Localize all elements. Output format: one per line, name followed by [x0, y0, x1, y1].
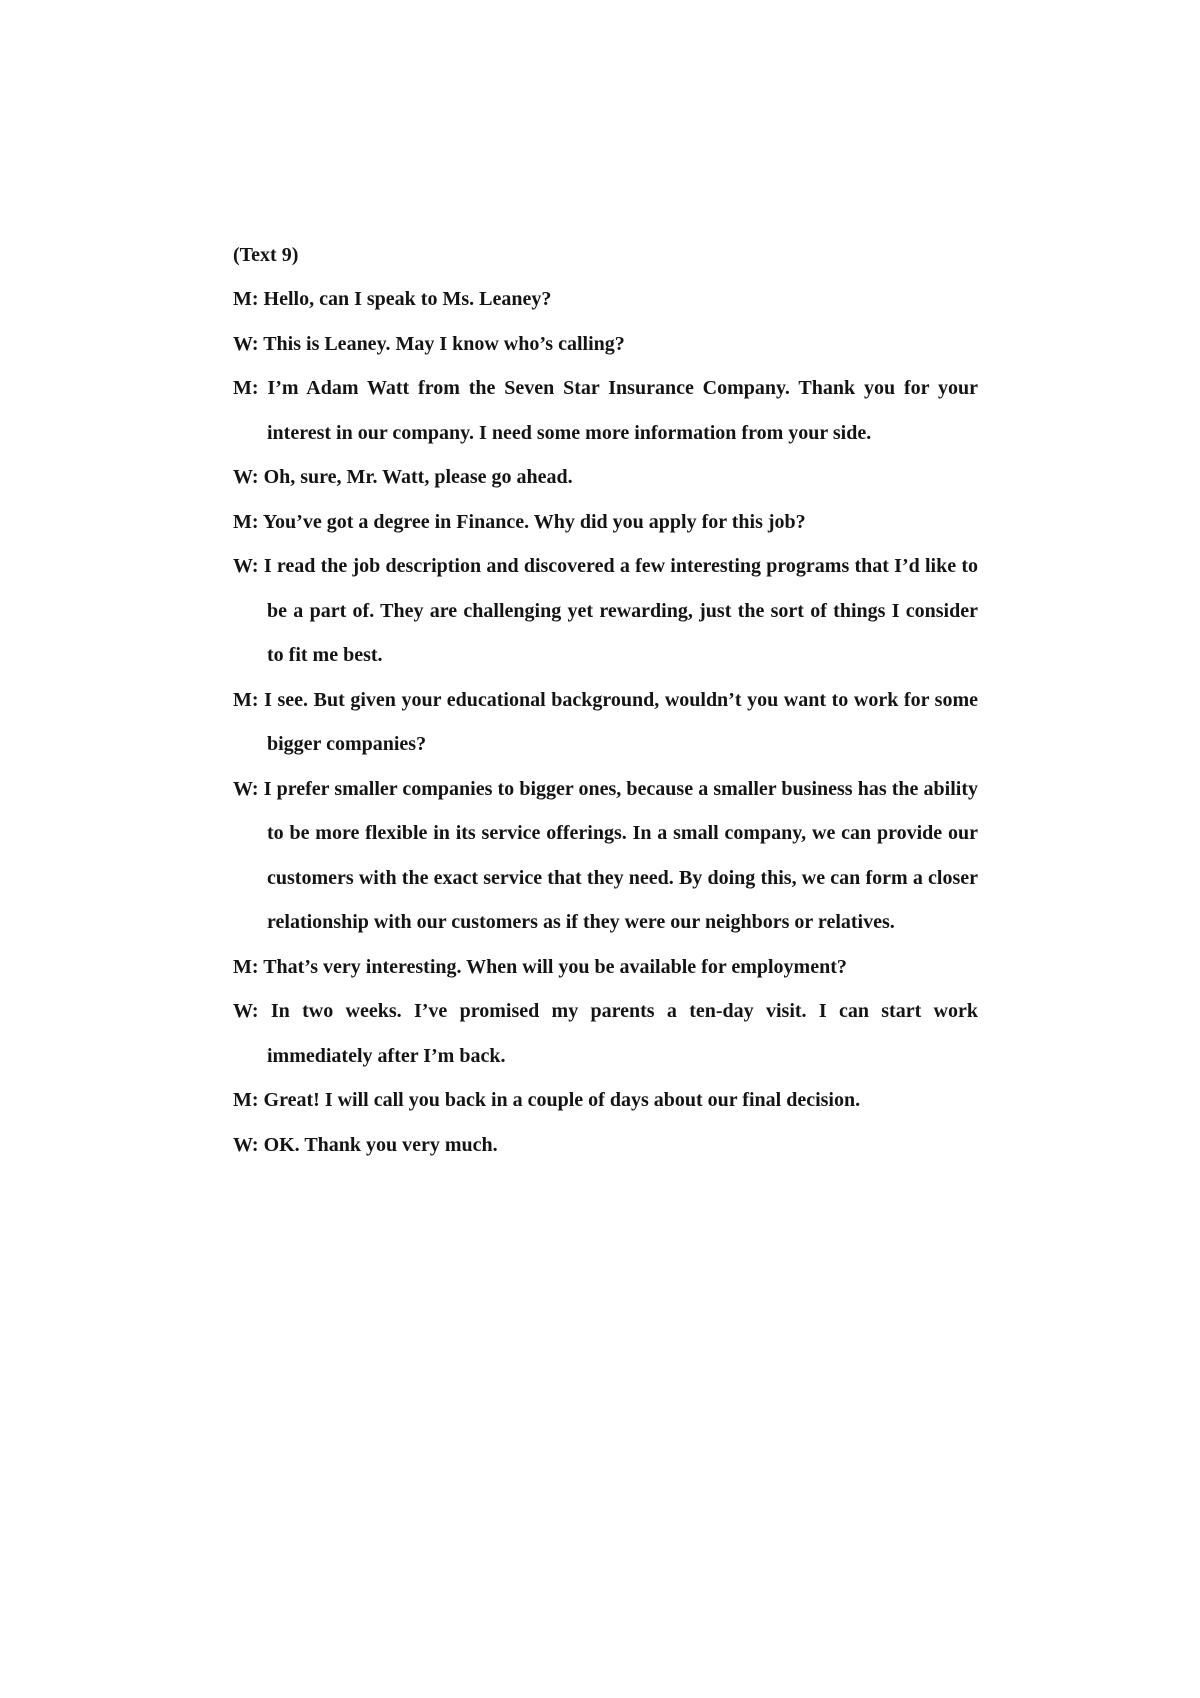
speech-text: Oh, sure, Mr. Watt, please go ahead. [263, 466, 573, 488]
speaker-label: W: [233, 555, 259, 577]
speaker-label: W: [233, 777, 259, 800]
dialogue-line [233, 678, 978, 767]
speaker-label: M: [233, 510, 259, 533]
speech-text: OK. Thank you very much. [263, 1133, 498, 1156]
speech-text: That’s very interesting. When will you be available for employment? [263, 955, 847, 978]
dialogue-line [233, 544, 978, 678]
dialogue-line [233, 767, 978, 945]
speaker-label: M: [233, 377, 259, 399]
speaker-label: W: [233, 1000, 259, 1022]
dialogue-transcript [233, 233, 978, 1167]
speech-text: This is Leaney. May I know who’s calling? [263, 332, 625, 355]
dialogue-line [233, 500, 978, 545]
speaker-label: M: [233, 955, 259, 978]
speech-text: I’m Adam Watt from the Seven Star Insurance Company. Thank you for your interest in our company. I need some more information from your side. [267, 377, 978, 444]
dialogue-line [233, 1123, 978, 1168]
speech-text: In two weeks. I’ve promised my parents a ten-day visit. I can start work immediately after I’m back. [267, 1000, 979, 1067]
dialogue-line [233, 1078, 978, 1123]
speech-text: You’ve got a degree in Finance. Why did you apply for this job? [262, 510, 806, 533]
dialogue-line [233, 989, 978, 1078]
speaker-label: M: [233, 288, 259, 310]
speech-text: Great! I will call you back in a couple of days about our final decision. [263, 1089, 861, 1111]
dialogue-line [233, 366, 978, 455]
speaker-label: W: [233, 332, 259, 355]
speaker-label: M: [233, 1089, 259, 1111]
text-heading: (Text 9) [233, 244, 299, 266]
speech-text: Hello, can I speak to Ms. Leaney? [263, 288, 552, 310]
speaker-label: W: [233, 466, 259, 488]
speaker-label: M: [233, 688, 259, 711]
speech-text: I see. But given your educational background, wouldn’t you want to work for some bigger companies? [264, 688, 978, 755]
speaker-label: W: [233, 1133, 259, 1156]
dialogue-line [233, 455, 978, 500]
dialogue-line [233, 945, 978, 990]
speech-text: I prefer smaller companies to bigger ones, because a smaller business has the ability to be more flexible in its service offerings. In a small company, we can provide our customers with the exact service that they need. By doing this, we can form a closer relationship with our customers as if they were our neighbors or relatives. [263, 777, 978, 933]
dialogue-line [233, 277, 978, 322]
dialogue-line [233, 322, 978, 367]
speech-text: I read the job description and discovered a few interesting programs that I’d like to be a part of. They are challenging yet rewarding, just the sort of things I consider to fit me best. [263, 555, 979, 666]
